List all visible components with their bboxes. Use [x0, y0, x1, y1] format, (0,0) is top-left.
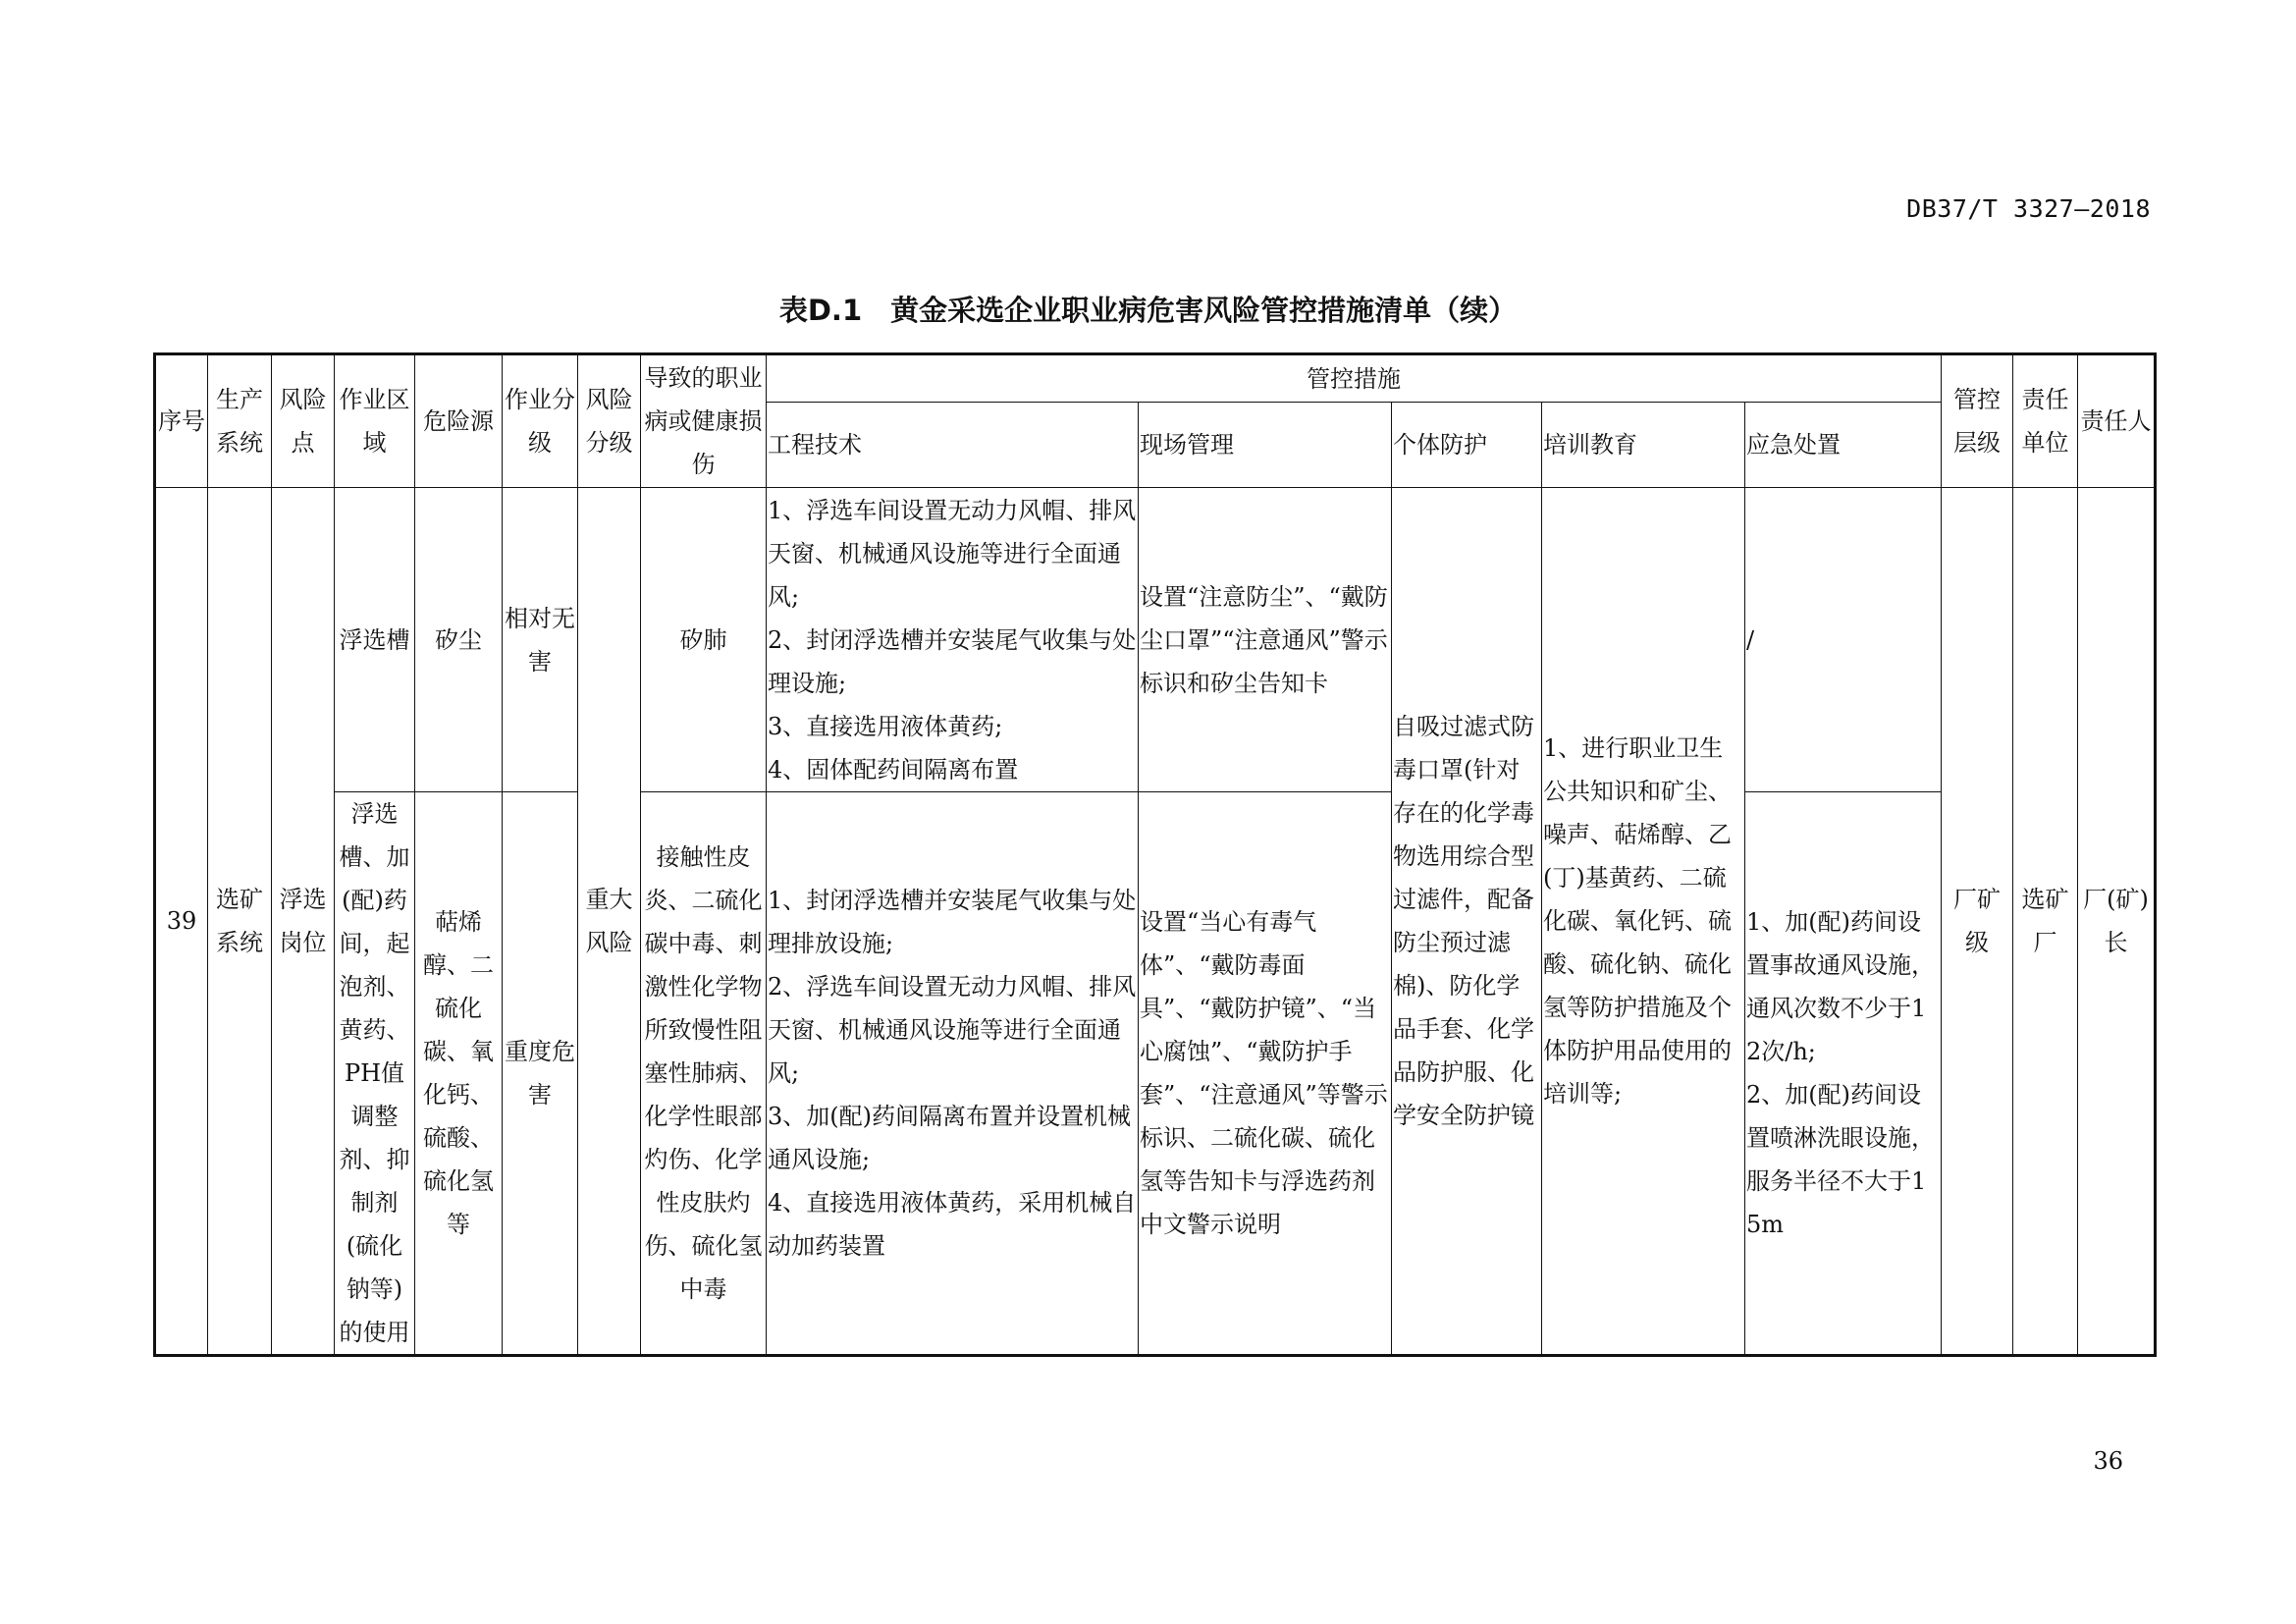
header-row — [155, 354, 2156, 403]
cell-risk-point: 浮选岗位 — [272, 488, 335, 1356]
engineering-2-item-4: 4、直接选用液体黄药，采用机械自动加药装置 — [768, 1189, 1137, 1260]
engineering-1-item-3: 3、直接选用液体黄药; — [768, 712, 1003, 740]
engineering-1-item-1: 1、浮选车间设置无动力风帽、排风天窗、机械通风设施等进行全面通风; — [768, 496, 1137, 611]
cell-site-1: 设置“注意防尘”、“戴防尘口罩”“注意通风”警示标识和矽尘告知卡 — [1139, 488, 1392, 792]
cell-risk-grade: 重大风险 — [578, 488, 641, 1356]
cell-emergency-1: / — [1745, 488, 1942, 792]
cell-level: 厂矿级 — [1942, 488, 2013, 1356]
cell-seq: 39 — [155, 488, 208, 1356]
cell-site-2: 设置“当心有毒气体”、“戴防毒面具”、“戴防护镜”、“当心腐蚀”、“戴防护手套”、“注意通风”等警示标识、二硫化碳、硫化氢等告知卡与浮选药剂中文警示说明 — [1139, 792, 1392, 1356]
cell-emergency-2 — [1745, 792, 1942, 1356]
cell-training: 1、进行职业卫生公共知识和矿尘、噪声、萜烯醇、乙(丁)基黄药、二硫化碳、氧化钙、硫酸、硫化钠、硫化氢等防护措施及个体防护用品使用的培训等; — [1542, 488, 1745, 1356]
header-system: 生产系统 — [208, 354, 272, 488]
header-person: 责任人 — [2078, 354, 2156, 488]
cell-work-grade-2: 重度危害 — [503, 792, 578, 1356]
cell-hazard-1: 矽尘 — [415, 488, 503, 792]
document-code: DB37/T 3327—2018 — [1906, 194, 2151, 223]
header-training: 培训教育 — [1542, 403, 1745, 488]
engineering-2-item-3: 3、加(配)药间隔离布置并设置机械通风设施; — [768, 1103, 1131, 1173]
emergency-2-item-2: 2、加(配)药间设置喷淋洗眼设施，服务半径不大于15m — [1746, 1081, 1935, 1238]
table-row-chemicals — [155, 792, 2156, 1356]
cell-unit: 选矿厂 — [2013, 488, 2078, 1356]
engineering-1-item-2: 2、封闭浮选槽并安装尾气收集与处理设施; — [768, 625, 1137, 697]
cell-work-area-2: 浮选槽、加(配)药间，起泡剂、黄药、PH值调整剂、抑制剂(硫化钠等)的使用 — [335, 792, 415, 1356]
header-disease: 导致的职业病或健康损伤 — [641, 354, 767, 488]
cell-work-area-1: 浮选槽 — [335, 488, 415, 792]
header-hazard: 危险源 — [415, 354, 503, 488]
header-emergency: 应急处置 — [1745, 403, 1942, 488]
header-ppe: 个体防护 — [1392, 403, 1542, 488]
header-level: 管控层级 — [1942, 354, 2013, 488]
header-seq: 序号 — [155, 354, 208, 488]
header-risk-point: 风险点 — [272, 354, 335, 488]
emergency-2-item-1: 1、加(配)药间设置事故通风设施，通风次数不少于12次/h; — [1746, 908, 1935, 1065]
cell-hazard-2: 萜烯醇、二硫化碳、氧化钙、硫酸、硫化氢等 — [415, 792, 503, 1356]
cell-person: 厂(矿)长 — [2078, 488, 2156, 1356]
engineering-2-item-2: 2、浮选车间设置无动力风帽、排风天窗、机械通风设施等进行全面通风; — [768, 973, 1137, 1087]
cell-system: 选矿系统 — [208, 488, 272, 1356]
engineering-2-item-1: 1、封闭浮选槽并安装尾气收集与处理排放设施; — [768, 887, 1137, 957]
header-work-grade: 作业分级 — [503, 354, 578, 488]
header-unit: 责任单位 — [2013, 354, 2078, 488]
table-row-silica — [155, 488, 2156, 792]
cell-disease-2: 接触性皮炎、二硫化碳中毒、刺激性化学物所致慢性阻塞性肺病、化学性眼部灼伤、化学性皮肤灼伤、硫化氢中毒 — [641, 792, 767, 1356]
cell-disease-1: 矽肺 — [641, 488, 767, 792]
cell-work-grade-1: 相对无害 — [503, 488, 578, 792]
cell-engineering-2 — [767, 792, 1139, 1356]
cell-engineering-1 — [767, 488, 1139, 792]
header-site: 现场管理 — [1139, 403, 1392, 488]
engineering-1-item-4: 4、固体配药间隔离布置 — [768, 755, 1019, 784]
header-measures: 管控措施 — [767, 354, 1942, 403]
header-engineering: 工程技术 — [767, 403, 1139, 488]
page-number: 36 — [2093, 1447, 2123, 1475]
header-risk-grade: 风险分级 — [578, 354, 641, 488]
cell-ppe: 自吸过滤式防毒口罩(针对存在的化学毒物选用综合型过滤件，配备防尘预过滤棉)、防化学品手套、化学品防护服、化学安全防护镜 — [1392, 488, 1542, 1356]
table-title: 表D.1 黄金采选企业职业病危害风险管控措施清单（续） — [778, 294, 1518, 327]
risk-control-table — [153, 352, 2157, 1357]
header-work-area: 作业区域 — [335, 354, 415, 488]
